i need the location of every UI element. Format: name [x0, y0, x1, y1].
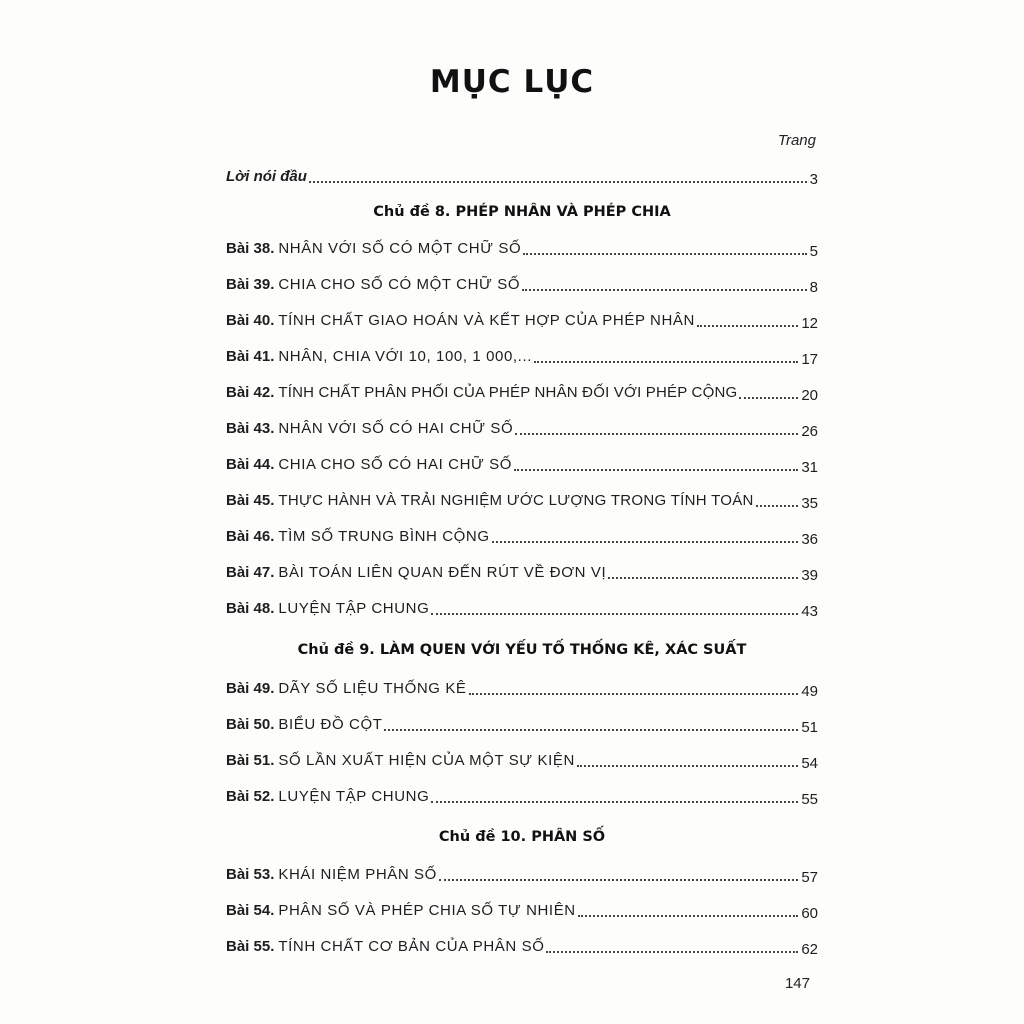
lesson-title: CHIA CHO SỐ CÓ HAI CHỮ SỐ [278, 456, 513, 473]
dot-leader [431, 801, 798, 803]
lesson-number: Bài 55. [226, 938, 275, 955]
section-heading-10: Chủ đề 10. PHÂN SỐ [438, 829, 606, 845]
lesson-number: Bài 44. [226, 456, 275, 473]
lesson-title: TÍNH CHẤT CƠ BẢN CỦA PHÂN SỐ [278, 938, 545, 955]
page-ref: 35 [801, 495, 818, 512]
lesson-title: NHÂN VỚI SỐ CÓ HAI CHỮ SỐ [278, 420, 514, 437]
lesson-number: Bài 46. [226, 528, 275, 545]
lesson-title: BÀI TOÁN LIÊN QUAN ĐẾN RÚT VỀ ĐƠN VỊ [278, 564, 607, 581]
toc-entry [226, 784, 818, 806]
page-ref: 55 [801, 791, 818, 808]
dot-leader [739, 397, 798, 399]
page-ref: 26 [801, 423, 818, 440]
lesson-title: SỐ LẦN XUẤT HIỆN CỦA MỘT SỰ KIỆN [278, 752, 575, 769]
lesson-title: TÍNH CHẤT PHÂN PHỐI CỦA PHÉP NHÂN ĐỐI VỚI PHÉP CỘNG [278, 384, 738, 401]
lesson-title: DÃY SỐ LIỆU THỐNG KÊ [278, 680, 467, 697]
toc-entry [226, 676, 818, 698]
page-title: MỤC LỤC [429, 64, 595, 100]
toc-entry [226, 524, 818, 546]
lesson-number: Bài 40. [226, 312, 275, 329]
page-ref: 57 [801, 869, 818, 886]
page-ref: 8 [809, 279, 818, 296]
toc-entry [226, 596, 818, 618]
toc-entry [226, 898, 818, 920]
toc-entry [226, 560, 818, 582]
dot-leader [523, 253, 806, 255]
lesson-number: Bài 54. [226, 902, 275, 919]
toc-entry [226, 748, 818, 770]
page-number: 147 [784, 975, 810, 992]
dot-leader [431, 613, 798, 615]
dot-leader [522, 289, 807, 291]
lesson-title: PHÂN SỐ VÀ PHÉP CHIA SỐ TỰ NHIÊN [278, 902, 576, 919]
lesson-title: CHIA CHO SỐ CÓ MỘT CHỮ SỐ [278, 276, 521, 293]
lesson-number: Bài 39. [226, 276, 275, 293]
page-ref: 36 [801, 531, 818, 548]
lesson-title: KHÁI NIỆM PHÂN SỐ [278, 866, 437, 883]
lesson-number: Bài 47. [226, 564, 275, 581]
dot-leader [697, 325, 798, 327]
lesson-title: NHÂN VỚI SỐ CÓ MỘT CHỮ SỐ [278, 240, 522, 257]
lesson-title: BIỂU ĐỒ CỘT [278, 716, 383, 733]
page-ref: 51 [801, 719, 818, 736]
toc-entry [226, 380, 818, 402]
page-column-header: Trang [777, 132, 816, 149]
toc-entry [226, 452, 818, 474]
lesson-number: Bài 51. [226, 752, 275, 769]
page-ref: 43 [801, 603, 818, 620]
lesson-number: Bài 53. [226, 866, 275, 883]
page-ref: 12 [801, 315, 818, 332]
page-ref: 39 [801, 567, 818, 584]
dot-leader [439, 879, 798, 881]
page-ref: 20 [801, 387, 818, 404]
dot-leader [492, 541, 799, 543]
toc-entry [226, 712, 818, 734]
lesson-number: Bài 48. [226, 600, 275, 617]
toc-entry [226, 488, 818, 510]
toc-entry [226, 236, 818, 258]
lesson-number: Bài 52. [226, 788, 275, 805]
dot-leader [309, 181, 807, 183]
dot-leader [577, 765, 798, 767]
page-ref: 31 [801, 459, 818, 476]
page-ref: 3 [809, 171, 818, 188]
toc-entry [226, 416, 818, 438]
dot-leader [608, 577, 798, 579]
page-ref: 54 [801, 755, 818, 772]
page-ref: 5 [809, 243, 818, 260]
dot-leader [534, 361, 798, 363]
dot-leader [578, 915, 799, 917]
dot-leader [756, 505, 799, 507]
page-ref: 60 [801, 905, 818, 922]
page-ref: 17 [801, 351, 818, 368]
lesson-number: Bài 49. [226, 680, 275, 697]
section-heading-9: Chủ đề 9. LÀM QUEN VỚI YẾU TỐ THỐNG KÊ, XÁC SUẤT [297, 642, 747, 658]
lesson-title: NHÂN, CHIA VỚI 10, 100, 1 000,... [278, 348, 532, 365]
dot-leader [546, 951, 798, 953]
dot-leader [469, 693, 799, 695]
intro-label: Lời nói đầu [226, 168, 307, 185]
toc-entry [226, 934, 818, 956]
lesson-number: Bài 38. [226, 240, 275, 257]
lesson-title: LUYỆN TẬP CHUNG [278, 600, 430, 617]
lesson-number: Bài 45. [226, 492, 275, 509]
dot-leader [384, 729, 798, 731]
lesson-number: Bài 43. [226, 420, 275, 437]
dot-leader [515, 433, 798, 435]
section-heading-8: Chủ đề 8. PHÉP NHÂN VÀ PHÉP CHIA [373, 204, 671, 220]
lesson-number: Bài 41. [226, 348, 275, 365]
toc-entry [226, 862, 818, 884]
toc-entry [226, 308, 818, 330]
lesson-title: THỰC HÀNH VÀ TRẢI NGHIỆM ƯỚC LƯỢNG TRONG TÍNH TOÁN [278, 492, 754, 509]
lesson-title: TÌM SỐ TRUNG BÌNH CỘNG [278, 528, 490, 545]
lesson-number: Bài 50. [226, 716, 275, 733]
page-ref: 62 [801, 941, 818, 958]
toc-entry-intro [226, 164, 818, 186]
dot-leader [514, 469, 798, 471]
lesson-number: Bài 42. [226, 384, 275, 401]
lesson-title: TÍNH CHẤT GIAO HOÁN VÀ KẾT HỢP CỦA PHÉP NHÂN [278, 312, 695, 329]
page-ref: 49 [801, 683, 818, 700]
toc-entry [226, 272, 818, 294]
toc-entry [226, 344, 818, 366]
lesson-title: LUYỆN TẬP CHUNG [278, 788, 430, 805]
